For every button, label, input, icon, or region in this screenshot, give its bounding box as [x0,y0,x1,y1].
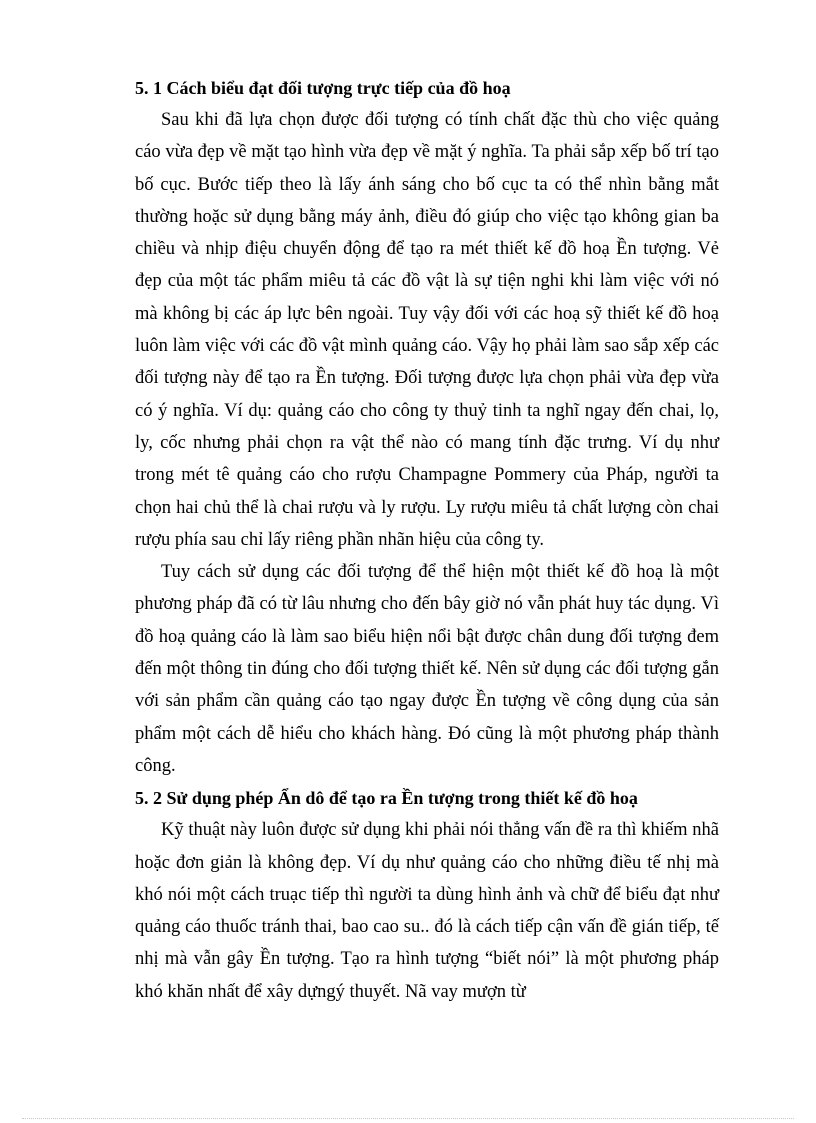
page-content [135,72,719,1008]
body-paragraph: Kỹ thuật này luôn được sử dụng khi phải nói thẳng vấn đề ra thì khiếm nhã hoặc đơn giản là không đẹp. Ví dụ như quảng cáo cho những điều tế nhị mà khó nói một cách truạc tiếp thì người ta dùng hình ảnh và chữ để biểu đạt như quảng cáo thuốc tránh thai, bao cao su.. đó là cách tiếp cận vấn đề gián tiếp, tế nhị mà vẫn gây Ền tượng. Tạo ra hình tượng “biết nói” là một phương pháp khó khăn nhất để xây dựngý thuyết. Nã vay mượn từ [135,820,719,1002]
body-paragraph: Tuy cách sử dụng các đối tượng để thể hiện một thiết kế đồ hoạ là một phương pháp đã có từ lâu nhưng cho đến bây giờ nó vẫn phát huy tác dụng. Vì đồ hoạ quảng cáo là làm sao biểu hiện nổi bật được chân dung đối tượng đem đến một thông tin đúng cho đối tượng thiết kế. Nên sử dụng các đối tượng gắn với sản phẩm cần quảng cáo tạo ngay được Ền tượng về công dụng của sản phẩm một cách dễ hiểu cho khách hàng. Đó cũng là một phương pháp thành công. [135,562,719,776]
section-heading-5-2: 5. 2 Sử dụng phép Ẩn dô để tạo ra Ền tượng trong thiết kế đồ hoạ [135,788,638,809]
body-paragraph: Sau khi đã lựa chọn được đối tượng có tính chất đặc thù cho việc quảng cáo vừa đẹp về mặt tạo hình vừa đẹp về mặt ý nghĩa. Ta phải sắp xếp bố trí tạo bố cục. Bước tiếp theo là lấy ánh sáng cho bố cục ta có thể nhìn bằng mắt thường hoặc sử dụng bằng máy ảnh, điều đó giúp cho việc tạo không gian ba chiều và nhịp điệu chuyển động để tạo ra mét thiết kế đồ hoạ Ền tượng. Vẻ đẹp của một tác phẩm miêu tả các đồ vật là sự tiện nghi khi làm việc với nó mà không bị các áp lực bên ngoài. Tuy vậy đối với các hoạ sỹ thiết kế đồ hoạ luôn làm việc với các đồ vật mình quảng cáo. Vậy họ phải làm sao sắp xếp các đối tượng này để tạo ra Ền tượng. Đối tượng được lựa chọn phải vừa đẹp vừa có ý nghĩa. Ví dụ: quảng cáo cho công ty thuỷ tinh ta nghĩ ngay đến chai, lọ, ly, cốc nhưng phải chọn ra vật thể nào có mang tính đặc trưng. Ví dụ như trong mét tê quảng cáo cho rượu Champagne Pommery của Pháp, người ta chọn hai chủ thể là chai rượu và ly rượu. Ly rượu miêu tả chất lượng còn chai rượu phía sau chỉ lấy riêng phần nhãn hiệu của công ty. [135,110,719,550]
page-bottom-rule [22,1118,794,1119]
section-heading-5-1: 5. 1 Cách biểu đạt đối tượng trực tiếp của đồ hoạ [135,78,511,98]
